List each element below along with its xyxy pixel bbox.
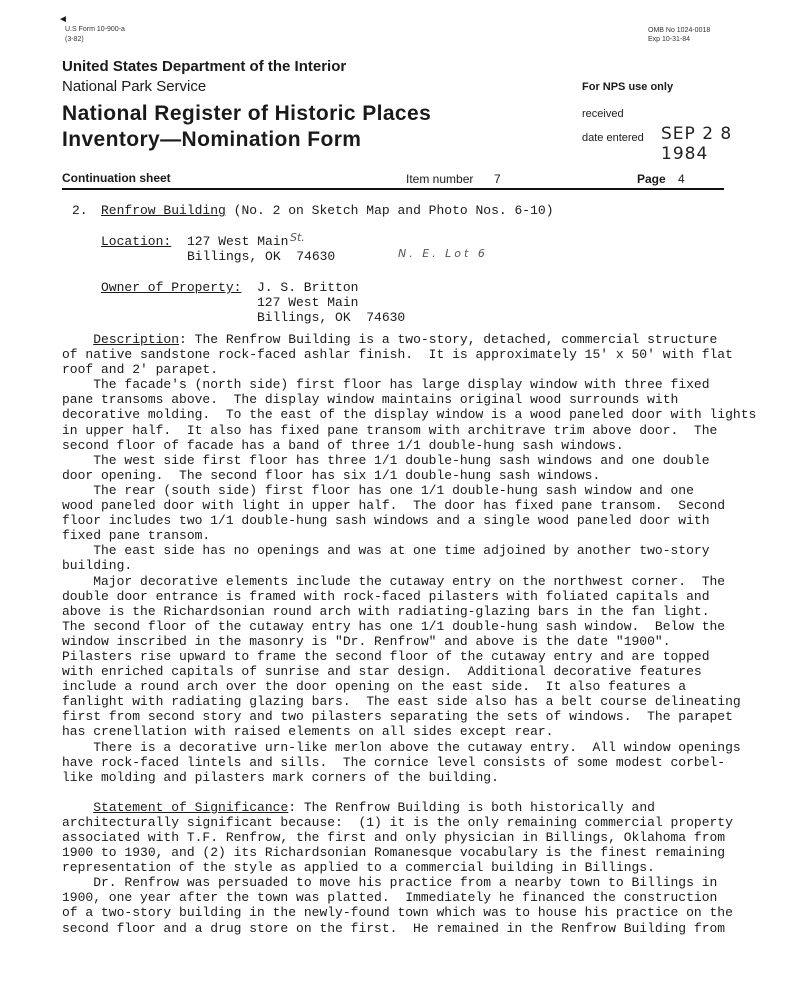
location-label: Location: <box>101 234 172 249</box>
owner-line-1: J. S. Britton <box>257 280 359 295</box>
owner-label: Owner of Property: <box>101 280 242 295</box>
description-line: window inscribed in the masonry is "Dr. Renfrow" and above is the date "1900". <box>62 633 671 649</box>
description-line: in upper half. It also has fixed pane transom with architrave trim above door. The <box>62 422 718 438</box>
significance-line: 1900, one year after the town was platted. Immediately he financed the construction <box>62 890 718 906</box>
description-line: double door entrance is framed with rock-faced pilasters with foliated capitals and <box>62 588 710 604</box>
significance-line: architecturally significant because: (1) it is the only remaining commercial property <box>62 814 733 830</box>
form-code-line-1: U.S Form 10-900-a <box>65 26 125 33</box>
description-line: first from second story and two pilasters separating the sets of windows. The parapet <box>62 709 733 725</box>
description-line: The west side first floor has three 1/1 double-hung sash windows and one double <box>62 452 710 468</box>
form-title-line-2: Inventory—Nomination Form <box>62 128 362 151</box>
margin-annotation: N. E. Lot 6 <box>398 247 488 260</box>
description-line: There is a decorative urn-like merlon above the cutaway entry. All window openings <box>62 739 741 755</box>
omb-number: OMB No 1024-0018 <box>648 27 711 34</box>
agency-department: United States Department of the Interior <box>62 58 347 75</box>
date-entered-label: date entered <box>582 132 644 144</box>
significance-line: representation of the style as applied to a commercial building in Billings. <box>62 860 655 876</box>
page-value: 4 <box>678 172 685 186</box>
description-line: floor includes two 1/1 double-hung sash windows and a single wood paneled door with <box>62 513 710 529</box>
building-name: Renfrow Building <box>101 203 226 218</box>
significance-line: second floor and a drug store on the first. He remained in the Renfrow Building from <box>62 920 726 936</box>
description-line: of native sandstone rock-faced ashlar finish. It is approximately 15' x 50' with flat <box>62 347 733 363</box>
description-line: above is the Richardsonian round arch with radiating-glazing bars in the fan light. <box>62 603 710 619</box>
description-line: like molding and pilasters mark corners of the building. <box>62 769 499 785</box>
owner-line-3: Billings, OK 74630 <box>257 310 406 325</box>
body-text <box>62 332 762 936</box>
omb-expiry: Exp 10-31-84 <box>648 36 691 43</box>
description-line: pane transoms above. The display window maintains original wood surrounds with <box>62 392 679 408</box>
significance-line: Statement of Significance: The Renfrow Building is both historically and <box>93 799 655 815</box>
description-line: The facade's (north side) first floor has large display window with three fixed <box>62 377 710 393</box>
form-code-line-2: (3-82) <box>65 36 84 43</box>
location-annotation: St. <box>290 231 305 244</box>
description-line: fixed pane transom. <box>62 528 211 544</box>
date-entered-stamp: SEP 2 8 1984 <box>661 124 733 164</box>
description-heading: Description <box>93 332 180 347</box>
item-number-label: Item number <box>406 172 474 186</box>
received-label: received <box>582 108 624 120</box>
description-line: The rear (south side) first floor has one 1/1 double-hung sash window and one <box>62 482 694 498</box>
continuation-sheet-label: Continuation sheet <box>62 171 171 185</box>
description-line: decorative molding. To the east of the display window is a wood paneled door with lights <box>62 407 757 423</box>
section-gap <box>62 785 762 800</box>
page-label: Page <box>637 172 666 186</box>
description-line: Pilasters rise upward to frame the second floor of the cutaway entry and are topped <box>62 648 710 664</box>
description-line: has crenellation with raised elements on all sides except rear. <box>62 724 554 740</box>
entry-name-note: (No. 2 on Sketch Map and Photo Nos. 6-10) <box>233 203 554 218</box>
item-number-value: 7 <box>494 172 501 186</box>
entry-name <box>101 203 554 218</box>
continuation-rule <box>62 188 724 190</box>
significance-line: Dr. Renfrow was persuaded to move his practice from a nearby town to Billings in <box>62 875 718 891</box>
agency-service: National Park Service <box>62 78 207 95</box>
description-line: The east side has no openings and was at one time adjoined by another two-story <box>62 543 710 559</box>
description-line: second floor of facade has a band of three 1/1 double-hung sash windows. <box>62 437 624 453</box>
description-line: roof and 2' parapet. <box>62 362 219 378</box>
description-line: Major decorative elements include the cutaway entry on the northwest corner. The <box>62 573 726 589</box>
description-line: Description: The Renfrow Building is a two-story, detached, commercial structure <box>93 332 718 347</box>
description-line: door opening. The second floor has six 1/1 double-hung sash windows. <box>62 467 601 483</box>
form-code-mark: ◄ <box>58 14 68 25</box>
description-line: fanlight with radiating glazing bars. The east side also has a belt course delineating <box>62 694 741 710</box>
description-line: include a round arch over the door opening on the east side. It also features a <box>62 679 687 695</box>
description-line: wood paneled door with light in upper half. The door has fixed pane transom. Second <box>62 498 726 514</box>
significance-heading: Statement of Significance <box>93 799 289 815</box>
location-line-1: 127 West Main <box>187 234 289 249</box>
description-line: with enriched capitals of sunrise and star design. Additional decorative features <box>62 664 702 680</box>
description-line: building. <box>62 558 133 574</box>
location-line-2: Billings, OK 74630 <box>187 249 336 264</box>
significance-line: 1900 to 1930, and (2) its Richardsonian Romanesque vocabulary is the finest remaining <box>62 845 726 861</box>
significance-line: of a two-story building in the newly-found town which was to house his practice on the <box>62 905 733 921</box>
entry-number: 2. <box>72 203 88 218</box>
owner-line-2: 127 West Main <box>257 295 359 310</box>
significance-line: associated with T.F. Renfrow, the first and only physician in Billings, Oklahoma from <box>62 830 726 845</box>
form-title-line-1: National Register of Historic Places <box>62 102 432 125</box>
description-line: have rock-faced lintels and sills. The cornice level consists of some modest corbel- <box>62 754 726 770</box>
nps-use-label: For NPS use only <box>582 81 674 93</box>
description-line: The second floor of the cutaway entry has one 1/1 double-hung sash window. Below the <box>62 618 726 634</box>
